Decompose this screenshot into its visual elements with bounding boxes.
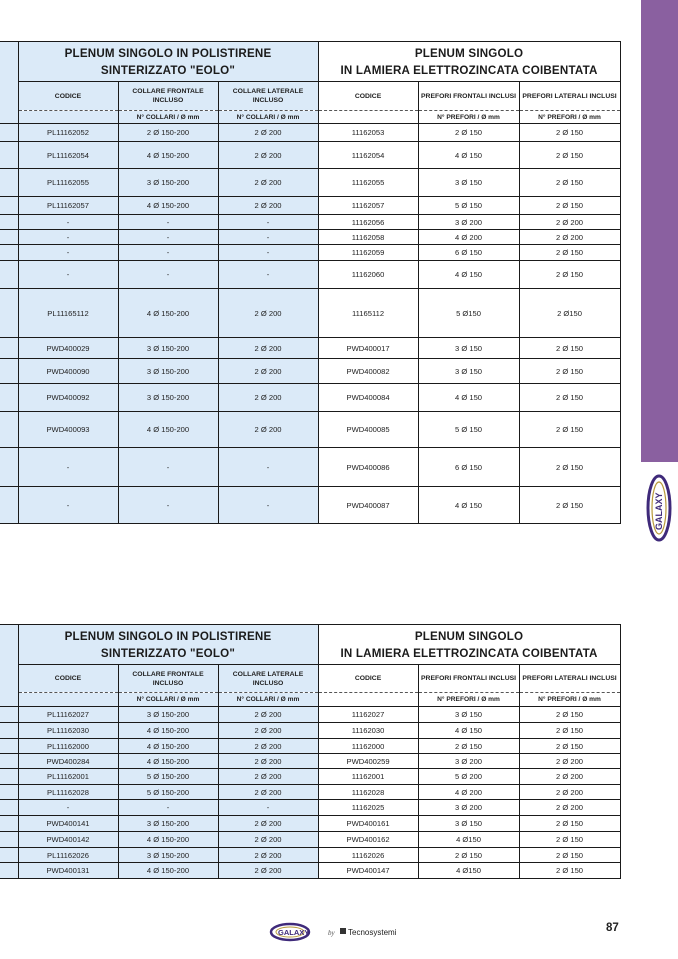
- table-cell: PWD400284: [18, 754, 118, 769]
- table-cell: 2 Ø 150: [519, 739, 620, 754]
- table-cell: 5 Ø 150-200: [118, 785, 218, 800]
- table-cell: 4 Ø150: [418, 863, 519, 879]
- edge-cell: [0, 832, 18, 848]
- table-cell: 3 Ø 200: [418, 215, 519, 230]
- table-cell: PL11162027: [18, 707, 118, 723]
- table-cell: 3 Ø 150-200: [118, 848, 218, 863]
- table-cell: 4 Ø 150: [418, 142, 519, 169]
- right-title: PLENUM SINGOLO IN LAMIERA ELETTROZINCATA COIBENTATA: [318, 625, 620, 665]
- table-cell: 3 Ø 150-200: [118, 359, 218, 384]
- table-cell: 4 Ø 150-200: [118, 754, 218, 769]
- table-cell: 2 Ø 150: [519, 848, 620, 863]
- table-cell: 2 Ø 200: [218, 384, 318, 412]
- table-cell: 3 Ø 150-200: [118, 816, 218, 832]
- edge-cell: [0, 169, 18, 197]
- table-cell: -: [18, 261, 118, 289]
- table-cell: PL11162054: [18, 142, 118, 169]
- table-cell: PWD400142: [18, 832, 118, 848]
- edge-cell: [0, 359, 18, 384]
- edge-cell: [0, 197, 18, 215]
- table-cell: 4 Ø 150-200: [118, 289, 218, 338]
- table-cell: PWD400092: [18, 384, 118, 412]
- table-cell: 3 Ø 200: [418, 800, 519, 816]
- edge-cell: [0, 754, 18, 769]
- table-cell: 2 Ø 200: [218, 769, 318, 785]
- left-title: PLENUM SINGOLO IN POLISTIRENE SINTERIZZATO "EOLO": [18, 625, 318, 665]
- footer-partner: Tecnosystemi: [348, 928, 397, 937]
- table-row: [0, 723, 620, 739]
- table-cell: 2 Ø 200: [519, 230, 620, 245]
- subheader: N° PREFORI / Ø mm: [519, 111, 620, 124]
- table-cell: PL11162057: [18, 197, 118, 215]
- table-cell: 2 Ø 150: [418, 739, 519, 754]
- table-cell: 4 Ø 150-200: [118, 832, 218, 848]
- table-cell: 2 Ø 150: [519, 142, 620, 169]
- table-cell: 11162059: [318, 245, 418, 261]
- table-row: [0, 754, 620, 769]
- table-cell: 4 Ø 150-200: [118, 863, 218, 879]
- table-cell: PL11162026: [18, 848, 118, 863]
- table-cell: 4 Ø 150: [418, 384, 519, 412]
- table-cell: 11162025: [318, 800, 418, 816]
- table-cell: 4 Ø 150: [418, 487, 519, 524]
- table-cell: 3 Ø 150-200: [118, 169, 218, 197]
- table-cell: -: [218, 230, 318, 245]
- edge-cell: [0, 769, 18, 785]
- left-title: PLENUM SINGOLO IN POLISTIRENE SINTERIZZATO "EOLO": [18, 42, 318, 82]
- subheader: N° COLLARI / Ø mm: [218, 111, 318, 124]
- table-cell: PWD400147: [318, 863, 418, 879]
- table-cell: 2 Ø 200: [218, 169, 318, 197]
- table-cell: 2 Ø 150: [519, 169, 620, 197]
- table-cell: 2 Ø 200: [218, 197, 318, 215]
- table-cell: 11162060: [318, 261, 418, 289]
- table-cell: -: [218, 487, 318, 524]
- table-cell: PWD400087: [318, 487, 418, 524]
- header-collare-laterale: COLLARE LATERALE INCLUSO: [218, 82, 318, 111]
- edge-cell: [0, 800, 18, 816]
- footer-brand: GALAXY: [278, 928, 310, 937]
- table-row: [0, 739, 620, 754]
- table-cell: 2 Ø 150: [519, 384, 620, 412]
- table-cell: 11162055: [318, 169, 418, 197]
- table-cell: 4 Ø 150-200: [118, 197, 218, 215]
- table-cell: 4 Ø 150: [418, 723, 519, 739]
- table-row: [0, 816, 620, 832]
- table-cell: -: [118, 261, 218, 289]
- table-cell: 11162001: [318, 769, 418, 785]
- table-cell: PWD400017: [318, 338, 418, 359]
- table-cell: 11162030: [318, 723, 418, 739]
- edge-cell: [0, 707, 18, 723]
- table-cell: 5 Ø150: [418, 289, 519, 338]
- table-cell: -: [118, 800, 218, 816]
- table-cell: 2 Ø 150: [519, 359, 620, 384]
- table-cell: 2 Ø 150: [519, 863, 620, 879]
- subheader: [18, 111, 118, 124]
- header-prefori-frontali: PREFORI FRONTALI INCLUSI: [418, 665, 519, 693]
- table-row: [0, 215, 620, 230]
- table-row: [0, 289, 620, 338]
- table-cell: 3 Ø 150: [418, 169, 519, 197]
- table-cell: 3 Ø 150: [418, 338, 519, 359]
- table-upper: [0, 41, 621, 524]
- table-cell: 5 Ø 200: [418, 769, 519, 785]
- edge-cell: [0, 338, 18, 359]
- table-cell: -: [218, 448, 318, 487]
- table-cell: 2 Ø 200: [218, 142, 318, 169]
- edge-cell: [0, 245, 18, 261]
- table-cell: 2 Ø 200: [519, 769, 620, 785]
- table-cell: 2 Ø 200: [218, 338, 318, 359]
- table-row: [0, 448, 620, 487]
- table-cell: -: [18, 215, 118, 230]
- table-cell: 2 Ø 200: [519, 785, 620, 800]
- table-row: [0, 169, 620, 197]
- table-cell: 2 Ø 150: [519, 832, 620, 848]
- table-cell: 2 Ø 200: [218, 754, 318, 769]
- table-cell: 11162026: [318, 848, 418, 863]
- table-lower: [0, 624, 621, 879]
- tecnosystemi-mark-icon: [340, 928, 346, 934]
- table-cell: 2 Ø 200: [218, 412, 318, 448]
- header-prefori-frontali: PREFORI FRONTALI INCLUSI: [418, 82, 519, 111]
- table-cell: -: [118, 215, 218, 230]
- table-cell: 4 Ø 200: [418, 230, 519, 245]
- table-cell: 2 Ø 150: [519, 197, 620, 215]
- galaxy-side-logo: [640, 468, 678, 548]
- table-cell: 5 Ø 150-200: [118, 769, 218, 785]
- table-cell: 2 Ø 150: [519, 723, 620, 739]
- table-cell: 2 Ø 150: [418, 848, 519, 863]
- table-cell: 11162000: [318, 739, 418, 754]
- table-cell: 3 Ø 150-200: [118, 707, 218, 723]
- table-row: [0, 848, 620, 863]
- table-cell: -: [118, 487, 218, 524]
- table-cell: PWD400084: [318, 384, 418, 412]
- edge-cell: [0, 848, 18, 863]
- edge-cell: [0, 42, 18, 124]
- edge-cell: [0, 289, 18, 338]
- edge-cell: [0, 230, 18, 245]
- table-cell: PL11162000: [18, 739, 118, 754]
- subheader: [318, 693, 418, 707]
- table-cell: PL11162028: [18, 785, 118, 800]
- edge-cell: [0, 448, 18, 487]
- subheader: [18, 693, 118, 707]
- subheader: N° PREFORI / Ø mm: [519, 693, 620, 707]
- table-cell: 3 Ø 150-200: [118, 338, 218, 359]
- table-cell: -: [18, 800, 118, 816]
- table-row: [0, 785, 620, 800]
- table-cell: -: [118, 230, 218, 245]
- table-cell: PWD400086: [318, 448, 418, 487]
- table-cell: 2 Ø 150: [418, 124, 519, 142]
- table-cell: 6 Ø 150: [418, 245, 519, 261]
- page-number: 87: [606, 922, 619, 934]
- footer: [0, 912, 678, 946]
- table-row: [0, 230, 620, 245]
- edge-cell: [0, 412, 18, 448]
- table-cell: 2 Ø 200: [218, 289, 318, 338]
- table-row: [0, 863, 620, 879]
- subheader: [318, 111, 418, 124]
- table-cell: 11162054: [318, 142, 418, 169]
- table-cell: 4 Ø 200: [418, 785, 519, 800]
- edge-cell: [0, 723, 18, 739]
- table-cell: 11162028: [318, 785, 418, 800]
- table-cell: 2 Ø 150: [519, 245, 620, 261]
- table-cell: 2 Ø 150: [519, 707, 620, 723]
- table-cell: 3 Ø 150: [418, 359, 519, 384]
- table-row: [0, 142, 620, 169]
- table-cell: 2 Ø150: [519, 289, 620, 338]
- table-cell: 11162053: [318, 124, 418, 142]
- table-cell: -: [218, 245, 318, 261]
- table-cell: 5 Ø 150: [418, 197, 519, 215]
- table-cell: -: [18, 245, 118, 261]
- edge-cell: [0, 816, 18, 832]
- table-cell: 2 Ø 200: [218, 863, 318, 879]
- table-cell: 11162027: [318, 707, 418, 723]
- header-codice: CODICE: [18, 82, 118, 111]
- table-cell: 5 Ø 150: [418, 412, 519, 448]
- table-cell: PWD400082: [318, 359, 418, 384]
- table-row: [0, 338, 620, 359]
- table-row: [0, 124, 620, 142]
- header-prefori-laterali: PREFORI LATERALI INCLUSI: [519, 665, 620, 693]
- edge-cell: [0, 384, 18, 412]
- edge-cell: [0, 215, 18, 230]
- right-title: PLENUM SINGOLO IN LAMIERA ELETTROZINCATA COIBENTATA: [318, 42, 620, 82]
- edge-cell: [0, 739, 18, 754]
- galaxy-tecnosystemi-logo: [268, 916, 408, 944]
- table-cell: 3 Ø 200: [418, 754, 519, 769]
- edge-cell: [0, 142, 18, 169]
- side-logo-text: GALAXY: [654, 492, 664, 530]
- table-row: [0, 197, 620, 215]
- table-cell: PWD400093: [18, 412, 118, 448]
- table-cell: 2 Ø 200: [519, 800, 620, 816]
- table-cell: -: [18, 487, 118, 524]
- table-row: [0, 832, 620, 848]
- table-cell: PWD400141: [18, 816, 118, 832]
- subheader: N° PREFORI / Ø mm: [418, 693, 519, 707]
- table-cell: 2 Ø 200: [519, 754, 620, 769]
- table-cell: PWD400131: [18, 863, 118, 879]
- table-cell: 2 Ø 150: [519, 338, 620, 359]
- table-cell: PWD400161: [318, 816, 418, 832]
- table-cell: 4 Ø 150: [418, 261, 519, 289]
- subheader: N° COLLARI / Ø mm: [218, 693, 318, 707]
- table-cell: PL11162030: [18, 723, 118, 739]
- table-cell: PWD400085: [318, 412, 418, 448]
- header-codice-right: CODICE: [318, 82, 418, 111]
- table-cell: -: [218, 800, 318, 816]
- table-cell: -: [118, 245, 218, 261]
- table-cell: 2 Ø 200: [218, 785, 318, 800]
- table-cell: 6 Ø 150: [418, 448, 519, 487]
- table-cell: 2 Ø 150: [519, 412, 620, 448]
- header-codice-right: CODICE: [318, 665, 418, 693]
- table-cell: 2 Ø 150: [519, 448, 620, 487]
- header-collare-frontale: COLLARE FRONTALE INCLUSO: [118, 82, 218, 111]
- table-cell: 2 Ø 200: [519, 215, 620, 230]
- subheader: N° COLLARI / Ø mm: [118, 111, 218, 124]
- table-cell: 11165112: [318, 289, 418, 338]
- table-cell: 2 Ø 150-200: [118, 124, 218, 142]
- table-cell: 2 Ø 200: [218, 848, 318, 863]
- edge-cell: [0, 124, 18, 142]
- edge-cell: [0, 863, 18, 879]
- table-cell: 2 Ø 200: [218, 359, 318, 384]
- table-row: [0, 800, 620, 816]
- table-cell: 11162058: [318, 230, 418, 245]
- table-cell: 2 Ø 200: [218, 816, 318, 832]
- table-cell: 2 Ø 150: [519, 487, 620, 524]
- table-row: [0, 769, 620, 785]
- table-cell: PWD400090: [18, 359, 118, 384]
- edge-cell: [0, 261, 18, 289]
- table-cell: PWD400259: [318, 754, 418, 769]
- subheader: N° COLLARI / Ø mm: [118, 693, 218, 707]
- table-row: [0, 261, 620, 289]
- table-cell: 3 Ø 150: [418, 707, 519, 723]
- table-cell: 3 Ø 150: [418, 816, 519, 832]
- table-cell: -: [118, 448, 218, 487]
- table-cell: 2 Ø 150: [519, 124, 620, 142]
- table-row: [0, 707, 620, 723]
- table-cell: 4 Ø 150-200: [118, 723, 218, 739]
- table-cell: PL11162052: [18, 124, 118, 142]
- table-cell: 4 Ø 150-200: [118, 412, 218, 448]
- edge-cell: [0, 785, 18, 800]
- edge-cell: [0, 625, 18, 707]
- table-cell: PL11165112: [18, 289, 118, 338]
- table-cell: -: [18, 448, 118, 487]
- table-cell: -: [218, 261, 318, 289]
- table-cell: 4 Ø 150-200: [118, 739, 218, 754]
- table-cell: 2 Ø 200: [218, 723, 318, 739]
- table-cell: -: [218, 215, 318, 230]
- header-prefori-laterali: PREFORI LATERALI INCLUSI: [519, 82, 620, 111]
- header-collare-frontale: COLLARE FRONTALE INCLUSO: [118, 665, 218, 693]
- table-row: [0, 384, 620, 412]
- table-cell: 2 Ø 200: [218, 739, 318, 754]
- table-cell: 4 Ø 150-200: [118, 142, 218, 169]
- table-row: [0, 245, 620, 261]
- table-cell: 2 Ø 200: [218, 707, 318, 723]
- table-cell: PL11162055: [18, 169, 118, 197]
- table-cell: PL11162001: [18, 769, 118, 785]
- table-row: [0, 487, 620, 524]
- header-collare-laterale: COLLARE LATERALE INCLUSO: [218, 665, 318, 693]
- table-row: [0, 359, 620, 384]
- table-row: [0, 412, 620, 448]
- table-cell: 11162056: [318, 215, 418, 230]
- table-cell: PWD400162: [318, 832, 418, 848]
- table-cell: PWD400029: [18, 338, 118, 359]
- header-codice: CODICE: [18, 665, 118, 693]
- footer-by: by: [328, 929, 335, 937]
- table-cell: 2 Ø 150: [519, 261, 620, 289]
- table-cell: 3 Ø 150-200: [118, 384, 218, 412]
- table-cell: 4 Ø150: [418, 832, 519, 848]
- table-cell: 2 Ø 200: [218, 124, 318, 142]
- table-cell: 2 Ø 200: [218, 832, 318, 848]
- table-cell: 11162057: [318, 197, 418, 215]
- table-cell: 2 Ø 150: [519, 816, 620, 832]
- sidebar-band: [641, 0, 678, 462]
- subheader: N° PREFORI / Ø mm: [418, 111, 519, 124]
- table-cell: -: [18, 230, 118, 245]
- edge-cell: [0, 487, 18, 524]
